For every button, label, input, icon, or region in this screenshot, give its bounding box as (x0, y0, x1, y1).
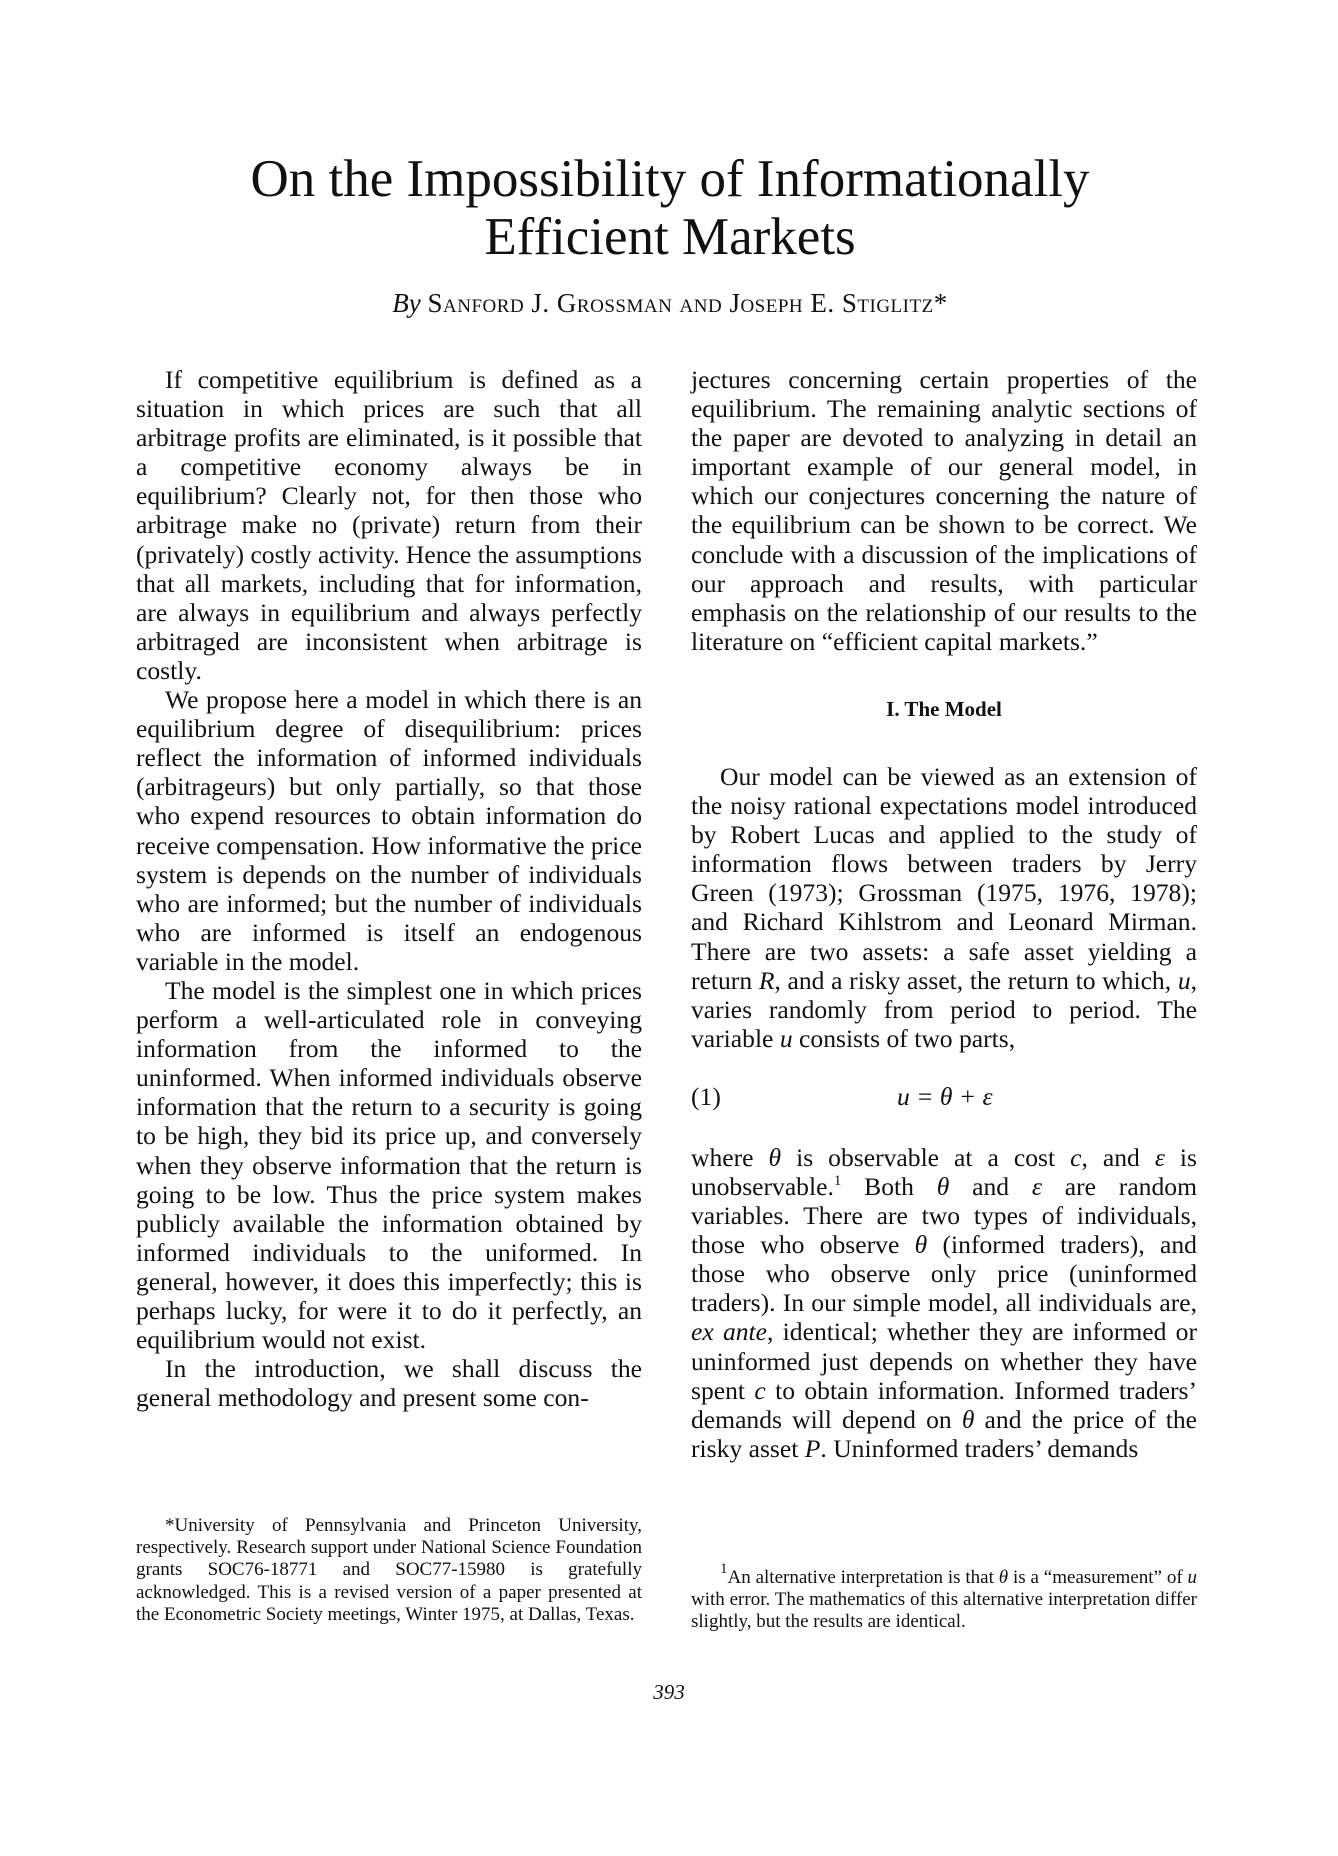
footnote-1: $^1$An alternative interpretation is that θ is a “measurement” of u with error. The mathematics of this alternative interpretation differ slightly, but the results are identical. (691, 1561, 1198, 1633)
paragraph: Our model can be viewed as an extension of the noisy rational expectations model introduced by Robert Lucas and applied to the study of information flows between traders by Jerry Green (1973); Grossman (1975, 1976, 1978); and Richard Kihlstrom and Leonard Mirman. There are two assets: a safe asset yielding a return R, and a risky asset, the return to which, u, varies randomly from period to period. The variable u consists of two parts, (691, 761, 1198, 1053)
title-line-2: Efficient Markets (484, 208, 856, 266)
equation-1 (691, 1082, 1197, 1116)
page-number: 393 (653, 1680, 685, 1704)
author-footnote: *University of Pennsylvania and Princeton University, respectively. Research support under National Science Foundation grants SOC76-18771 and SOC77-15980 is gratefully acknowledged. This is a revised version of a paper presented at the Econometric Society meetings, Winter 1975, at Dallas, Texas. (136, 1515, 642, 1625)
paragraph: where θ is observable at a cost c, and ε is unobservable.$^1$ Both θ and ε are random variables. There are two types of individuals, those who observe θ (informed traders), and those who observe only price (uninformed traders). In our simple model, all individuals are, ex ante, identical; whether they are informed or uninformed just depends on whether they have spent c to obtain information. Informed traders’ demands will depend on θ and the price of the risky asset P. Uninformed traders’ demands (691, 1142, 1198, 1463)
byline-authors: Sanford J. Grossman and Joseph E. Stiglitz* (427, 288, 948, 318)
right-column (691, 365, 1197, 1463)
byline-by: By (392, 288, 421, 318)
left-column (136, 365, 642, 1412)
paragraph: If competitive equilibrium is defined as a situation in which prices are such that all arbitrage profits are eliminated, is it possible that a competitive economy always be in equilibrium? Clearly not, for then those who arbitrage make no (private) return from their (privately) costly activity. Hence the assumptions that all markets, including that for information, are always in equilibrium and always perfectly arbitraged are inconsistent when arbitrage is costly. (136, 365, 642, 685)
section-heading: I. The Model (886, 696, 1002, 721)
paper-title (150, 150, 1190, 266)
paragraph: We propose here a model in which there is an equilibrium degree of disequilibrium: prices reflect the information of informed individuals (arbitrageurs) but only partially, so that those who expend resources to obtain information do receive compensation. How informative the price system is depends on the number of individuals who are informed; but the number of individuals who are informed is itself an endogenous variable in the model. (136, 685, 642, 976)
author-byline (150, 287, 1190, 319)
equation-body: u = θ + ε (897, 1081, 993, 1111)
equation-number: (1) (691, 1081, 721, 1111)
title-line-1: On the Impossibility of Informationally (250, 150, 1090, 208)
footnote-marker[interactable]: 1 (833, 1172, 842, 1189)
paragraph: In the introduction, we shall discuss the general methodology and present some con- (136, 1354, 642, 1413)
footnote-number: 1 (720, 1561, 728, 1577)
paragraph: jectures concerning certain properties of the equilibrium. The remaining analytic sections of the paper are devoted to analyzing in detail an important example of our general model, in which our conjectures concerning the nature of the equilibrium can be shown to be correct. We conclude with a discussion of the implications of our approach and results, with particular emphasis on the relationship of our results to the literature on “efficient capital markets.” (691, 365, 1197, 656)
paragraph: The model is the simplest one in which prices perform a well-articulated role in conveying information from the informed to the uninformed. When informed individuals observe information that the return to a security is going to be high, they bid its price up, and conversely when they observe information that the return is going to be low. Thus the price system makes publicly available the information obtained by informed individuals to the uniformed. In general, however, it does this imperfectly; this is perhaps lucky, for were it to do it perfectly, an equilibrium would not exist. (136, 975, 642, 1355)
